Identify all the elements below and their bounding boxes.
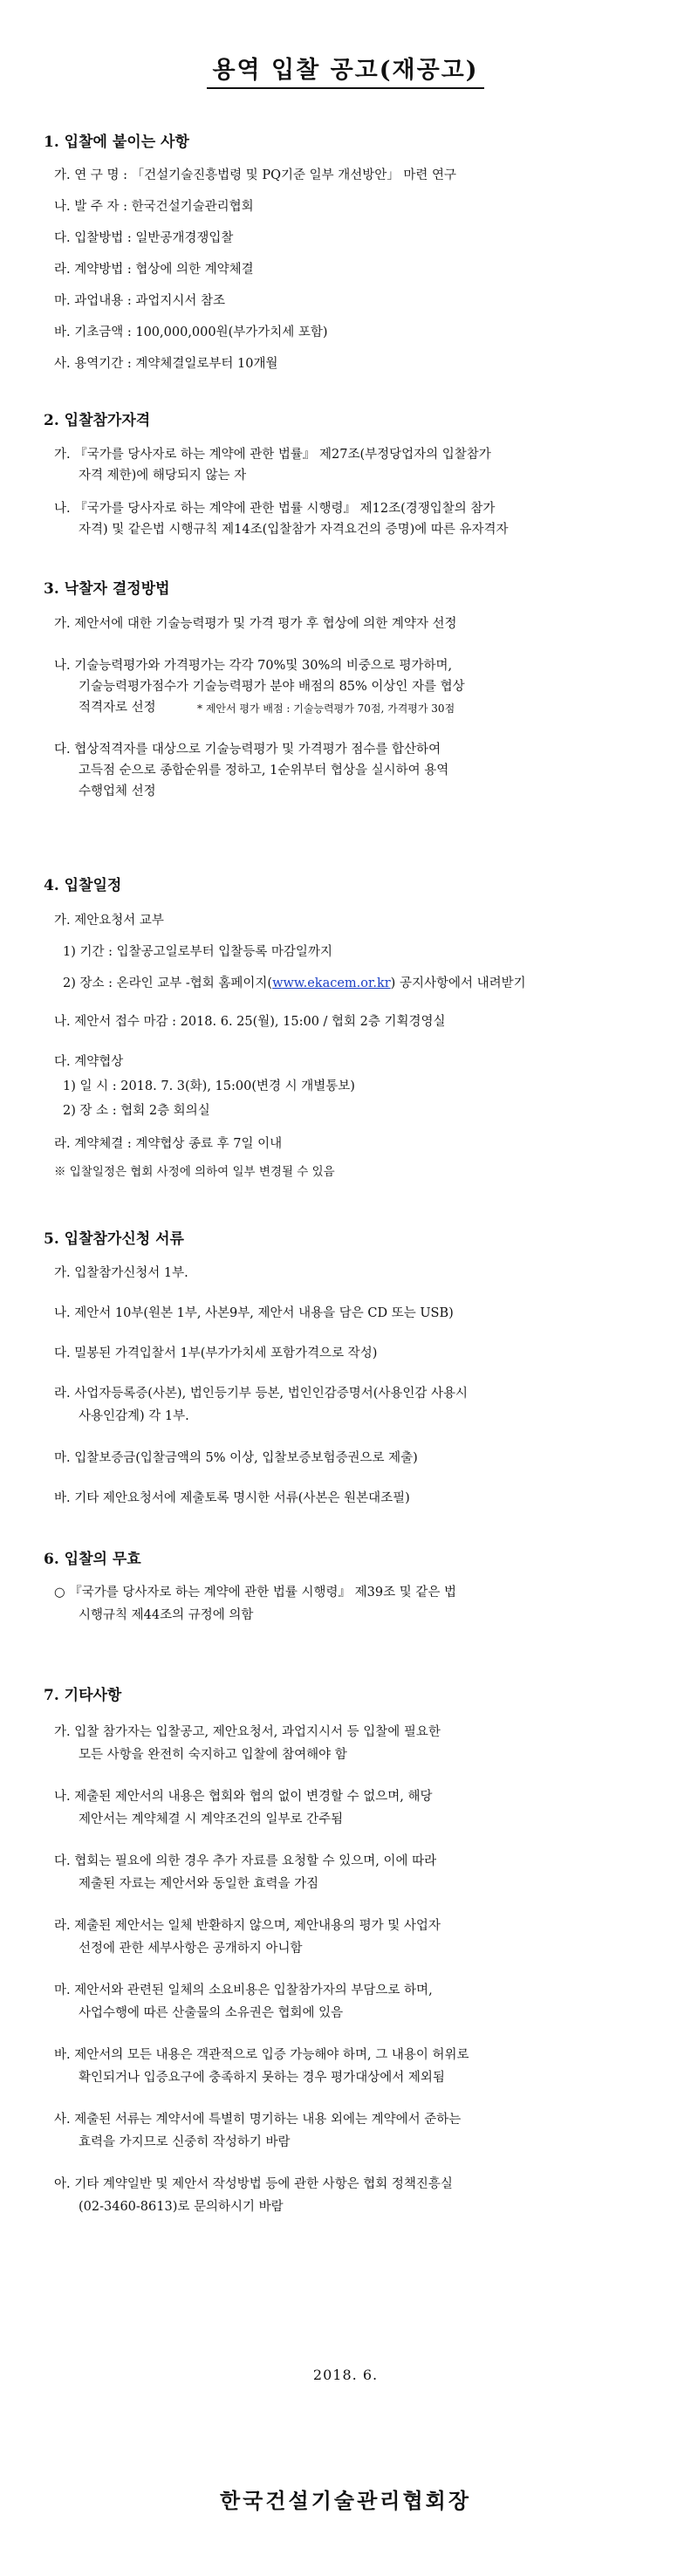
s2-item-ga: 가. 『국가를 당사자로 하는 계약에 관한 법률』 제27조(부정당업자의 입찰참가 bbox=[54, 448, 491, 462]
s3-item-da-cont1: 고득점 순으로 종합순위를 정하고, 1순위부터 협상을 실시하여 용역 bbox=[79, 764, 449, 778]
issuing-organization: 한국건설기술관리협회장 bbox=[219, 2489, 472, 2513]
s4-item-ra: 라. 계약체결 : 계약협상 종료 후 7일 이내 bbox=[54, 1137, 283, 1151]
s1-item-ba: 바. 기초금액 : 100,000,000원(부가가치세 포함) bbox=[54, 325, 328, 339]
s4-schedule-note: ※ 입찰일정은 협회 사정에 의하여 일부 변경될 수 있음 bbox=[54, 1165, 335, 1179]
s3-item-na-cont2: 적격자로 선정 bbox=[79, 701, 156, 715]
s4-item-ga-period: 1) 기간 : 입찰공고일로부터 입찰등록 마감일까지 bbox=[63, 945, 332, 959]
s7-item-ga-cont: 모든 사항을 완전히 숙지하고 입찰에 참여해야 함 bbox=[79, 1748, 347, 1762]
s7-item-na: 나. 제출된 제안서의 내용은 협회와 협의 없이 변경할 수 없으며, 해당 bbox=[54, 1790, 433, 1804]
s1-item-sa: 사. 용역기간 : 계약체결일로부터 10개월 bbox=[54, 357, 278, 371]
page-title-text: 용역 입찰 공고(재공고) bbox=[207, 51, 483, 89]
s5-item-ra: 라. 사업자등록증(사본), 법인등기부 등본, 법인인감증명서(사용인감 사용시 bbox=[54, 1387, 469, 1401]
s3-item-da: 다. 협상적격자를 대상으로 기술능력평가 및 가격평가 점수를 합산하여 bbox=[54, 743, 441, 757]
s7-item-ba: 바. 제안서의 모든 내용은 객관적으로 입증 가능해야 하며, 그 내용이 허위로 bbox=[54, 2048, 469, 2062]
s4-item-da-place: 2) 장 소 : 협회 2층 회의실 bbox=[63, 1104, 210, 1118]
s1-item-na: 나. 발 주 자 : 한국건설기술관리협회 bbox=[54, 200, 254, 214]
s4-item-da: 다. 계약협상 bbox=[54, 1055, 124, 1069]
s4-place-suffix: ) 공지사항에서 내려받기 bbox=[390, 976, 526, 990]
s7-item-ma-cont: 사업수행에 따른 산출물의 소유권은 협회에 있음 bbox=[79, 2006, 344, 2020]
page-title bbox=[0, 51, 691, 89]
s4-item-na: 나. 제안서 접수 마감 : 2018. 6. 25(월), 15:00 / 협회 2층 기획경영실 bbox=[54, 1015, 446, 1029]
s6-item: ○ 『국가를 당사자로 하는 계약에 관한 법률 시행령』 제39조 및 같은 법 bbox=[54, 1586, 456, 1600]
s7-item-sa-cont: 효력을 가지므로 신중히 작성하기 바람 bbox=[79, 2135, 291, 2149]
s5-item-ra-cont: 사용인감계) 각 1부. bbox=[79, 1409, 189, 1423]
s4-place-prefix: 2) 장소 : 온라인 교부 -협회 홈페이지( bbox=[63, 976, 273, 990]
s7-item-sa: 사. 제출된 서류는 계약서에 특별히 명기하는 내용 외에는 계약에서 준하는 bbox=[54, 2113, 462, 2127]
section-1-heading: 1. 입찰에 붙이는 사항 bbox=[44, 134, 189, 151]
announcement-date: 2018. 6. bbox=[312, 2367, 379, 2383]
s3-item-na: 나. 기술능력평가와 가격평가는 각각 70%및 30%의 비중으로 평가하며, bbox=[54, 659, 453, 673]
s5-item-da: 다. 밀봉된 가격입찰서 1부(부가가치세 포함가격으로 작성) bbox=[54, 1346, 378, 1360]
s7-item-na-cont: 제안서는 계약체결 시 계약조건의 일부로 간주됨 bbox=[79, 1812, 344, 1826]
s7-item-ra-cont: 선정에 관한 세부사항은 공개하지 아니함 bbox=[79, 1942, 303, 1956]
s3-item-na-cont1: 기술능력평가점수가 기술능력평가 분야 배점의 85% 이상인 자를 협상 bbox=[79, 680, 465, 694]
s5-item-na: 나. 제안서 10부(원본 1부, 사본9부, 제안서 내용을 담은 CD 또는 USB) bbox=[54, 1306, 454, 1320]
s1-item-ma: 마. 과업내용 : 과업지시서 참조 bbox=[54, 294, 226, 308]
s7-item-a: 아. 기타 계약일반 및 제안서 작성방법 등에 관한 사항은 협회 정책진흥실 bbox=[54, 2177, 453, 2191]
s5-item-ga: 가. 입찰참가신청서 1부. bbox=[54, 1266, 188, 1280]
s2-item-ga-cont: 자격 제한)에 해당되지 않는 자 bbox=[79, 469, 247, 483]
s6-item-cont: 시행규칙 제44조의 규정에 의함 bbox=[79, 1608, 254, 1622]
s7-item-ma: 마. 제안서와 관련된 일체의 소요비용은 입찰참가자의 부담으로 하며, bbox=[54, 1983, 433, 1997]
s2-item-na: 나. 『국가를 당사자로 하는 계약에 관한 법률 시행령』 제12조(경쟁입찰의 참가 bbox=[54, 502, 496, 516]
s7-item-da: 다. 협회는 필요에 의한 경우 추가 자료를 요청할 수 있으며, 이에 따라 bbox=[54, 1854, 437, 1868]
section-5-heading: 5. 입찰참가신청 서류 bbox=[44, 1230, 184, 1248]
section-6-heading: 6. 입찰의 무효 bbox=[44, 1551, 141, 1568]
s7-item-ra: 라. 제출된 제안서는 일체 반환하지 않으며, 제안내용의 평가 및 사업자 bbox=[54, 1919, 441, 1933]
s5-item-ba: 바. 기타 제안요청서에 제출토록 명시한 서류(사본은 원본대조필) bbox=[54, 1491, 410, 1505]
section-3-heading: 3. 낙찰자 결정방법 bbox=[44, 580, 170, 598]
s4-item-ga-place bbox=[63, 976, 526, 991]
homepage-link[interactable]: www.ekacem.or.kr bbox=[272, 976, 391, 990]
s1-item-da: 다. 입찰방법 : 일반공개경쟁입찰 bbox=[54, 231, 234, 245]
s1-item-ra: 라. 계약방법 : 협상에 의한 계약체결 bbox=[54, 263, 254, 277]
s3-item-ga: 가. 제안서에 대한 기술능력평가 및 가격 평가 후 협상에 의한 계약자 선정 bbox=[54, 617, 457, 631]
s3-item-da-cont2: 수행업체 선정 bbox=[79, 784, 156, 798]
section-7-heading: 7. 기타사항 bbox=[44, 1687, 122, 1704]
s3-note-scoring: * 제안서 평가 배점 : 기술능력평가 70점, 가격평가 30점 bbox=[197, 702, 455, 715]
s7-item-ga: 가. 입찰 참가자는 입찰공고, 제안요청서, 과업지시서 등 입찰에 필요한 bbox=[54, 1725, 441, 1739]
s1-item-ga: 가. 연 구 명 : 「건설기술진흥법령 및 PQ기준 일부 개선방안」 마련 연구 bbox=[54, 168, 457, 182]
s7-item-ba-cont: 확인되거나 입증요구에 충족하지 못하는 경우 평가대상에서 제외됨 bbox=[79, 2071, 445, 2085]
section-2-heading: 2. 입찰참가자격 bbox=[44, 412, 151, 429]
s5-item-ma: 마. 입찰보증금(입찰금액의 5% 이상, 입찰보증보험증권으로 제출) bbox=[54, 1451, 418, 1465]
s7-item-a-cont: (02-3460-8613)로 문의하시기 바람 bbox=[79, 2200, 284, 2214]
s7-item-da-cont: 제출된 자료는 제안서와 동일한 효력을 가짐 bbox=[79, 1877, 319, 1891]
section-4-heading: 4. 입찰일정 bbox=[44, 877, 122, 894]
s4-item-da-time: 1) 일 시 : 2018. 7. 3(화), 15:00(변경 시 개별통보) bbox=[63, 1079, 355, 1093]
s2-item-na-cont: 자격) 및 같은법 시행규칙 제14조(입찰참가 자격요건의 증명)에 따른 유자격자 bbox=[79, 523, 509, 537]
s4-item-ga: 가. 제안요청서 교부 bbox=[54, 914, 164, 928]
